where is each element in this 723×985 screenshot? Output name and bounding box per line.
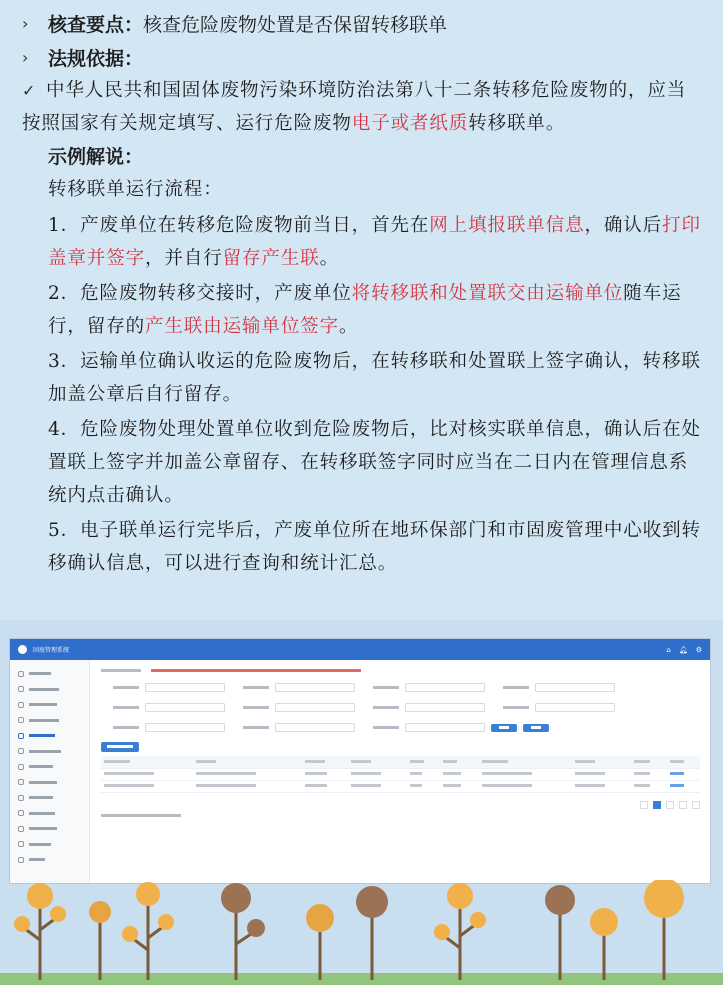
sidebar-item[interactable] [10, 852, 89, 868]
check-point-text: 核查危险废物处置是否保留转移联单 [143, 13, 448, 36]
screenshot-app-title: 固废管理系统 [33, 647, 70, 654]
sidebar-item[interactable] [10, 790, 89, 806]
sidebar-item[interactable] [10, 697, 89, 713]
law-text-1: 中华人民共和国固体废物污染环境防治法第八十二条转移危险废物的，应当按照国家有关规定填写、运行危险废物 [22, 80, 687, 134]
filter-input[interactable] [275, 683, 355, 692]
screenshot-main [91, 660, 710, 883]
law-paragraph [22, 75, 703, 140]
menu-icon [18, 702, 24, 708]
filter-row [101, 699, 700, 716]
menu-icon [18, 748, 24, 754]
sidebar-item[interactable] [10, 806, 89, 822]
breadcrumb [101, 664, 700, 676]
step-5: 5．电子联单运行完毕后，产废单位所在地环保部门和市固废管理中心收到转移确认信息，可以进行查询和统计汇总。 [48, 519, 701, 574]
search-button[interactable] [491, 724, 517, 732]
sidebar-item[interactable] [10, 666, 89, 682]
sidebar-item[interactable] [10, 837, 89, 853]
step-2-highlight: 产生联由运输单位签字 [145, 315, 340, 337]
check-mark-icon: ✓ [22, 81, 37, 100]
page-button[interactable] [679, 801, 687, 809]
step-1-text: 1．产废单位在转移危险废物前当日，首先在 [48, 214, 430, 236]
filter-input[interactable] [145, 703, 225, 712]
step-1-text: ，并自行 [145, 247, 223, 269]
law-basis-row [22, 40, 703, 74]
sidebar-item-active[interactable] [10, 728, 89, 744]
filter-input[interactable] [405, 683, 485, 692]
menu-icon [18, 671, 24, 677]
menu-icon [18, 686, 24, 692]
step-1-highlight: 留存产生联 [222, 247, 320, 269]
menu-icon [18, 841, 24, 847]
filter-input[interactable] [535, 703, 615, 712]
step-3: 3．运输单位确认收运的危险废物后，在转移联和处置联上签字确认，转移联加盖公章后自行留存。 [48, 350, 701, 405]
check-point-row [22, 6, 703, 40]
table-header [101, 756, 700, 768]
filter-input[interactable] [535, 683, 615, 692]
step-2-text: 随车运行，留存的 [48, 282, 682, 337]
filter-input[interactable] [145, 723, 225, 732]
menu-icon [18, 733, 24, 739]
sidebar-item[interactable] [10, 759, 89, 775]
chevron-right-icon: › [22, 13, 29, 33]
reset-button[interactable] [523, 724, 549, 732]
menu-icon [18, 826, 24, 832]
step-2-text: 2．危险废物转移交接时，产废单位 [48, 282, 352, 304]
filter-row [101, 719, 700, 736]
page-button-current[interactable] [653, 801, 661, 809]
data-table [101, 756, 700, 793]
screenshot-top-bar [10, 639, 710, 660]
home-icon[interactable]: ⌂ [666, 645, 671, 654]
sidebar-item[interactable] [10, 744, 89, 760]
screenshot-sidebar [10, 660, 90, 883]
screenshot-toolbar [666, 646, 702, 654]
notice-banner [151, 669, 361, 672]
page-button[interactable] [666, 801, 674, 809]
menu-icon [18, 810, 24, 816]
system-screenshot [9, 638, 711, 884]
gear-icon[interactable]: ⚙ [695, 645, 702, 654]
check-point-label: 核查要点： [48, 13, 144, 36]
law-basis-label: 法规依据： [48, 47, 144, 70]
law-text-highlight: 电子或者纸质 [351, 112, 469, 134]
step-1-text: 。 [319, 247, 340, 269]
row-action-link[interactable] [670, 772, 684, 775]
menu-icon [18, 795, 24, 801]
step-4: 4．危险废物处理处置单位收到危险废物后，比对核实联单信息，确认后在处置联上签字并加盖公章留存、在转移联签字同时应当在二日内在管理信息系统内点击确认。 [48, 418, 701, 506]
sidebar-item[interactable] [10, 682, 89, 698]
step-1-highlight: 打印盖章并签字 [48, 214, 701, 269]
bell-icon[interactable]: 🔔︎ [678, 645, 688, 654]
filter-input[interactable] [405, 703, 485, 712]
filter-row [101, 679, 700, 696]
table-footnote [101, 813, 700, 819]
step-2-text: 。 [339, 315, 359, 337]
table-row[interactable] [101, 768, 700, 780]
law-text-3: 转移联单。 [468, 112, 566, 134]
sidebar-item[interactable] [10, 713, 89, 729]
add-button[interactable] [101, 742, 139, 752]
example-title: 示例解说： [48, 146, 144, 168]
menu-icon [18, 764, 24, 770]
table-row[interactable] [101, 780, 700, 792]
sidebar-item[interactable] [10, 775, 89, 791]
filter-input[interactable] [405, 723, 485, 732]
row-action-link[interactable] [670, 784, 684, 787]
page-button[interactable] [692, 801, 700, 809]
chevron-right-icon: › [22, 47, 29, 67]
step-1 [22, 209, 703, 275]
sidebar-item[interactable] [10, 821, 89, 837]
step-2 [22, 277, 703, 343]
pagination [101, 801, 700, 809]
filter-input[interactable] [275, 703, 355, 712]
page-button[interactable] [640, 801, 648, 809]
filter-input[interactable] [275, 723, 355, 732]
step-2-highlight: 将转移联和处置联交由运输单位 [351, 282, 624, 304]
menu-icon [18, 857, 24, 863]
menu-icon [18, 779, 24, 785]
trees-illustration [0, 880, 723, 980]
menu-icon [18, 717, 24, 723]
step-1-text: ，确认后 [584, 214, 663, 236]
tree-canopy [27, 883, 53, 909]
flow-title: 转移联单运行流程： [48, 179, 223, 200]
filter-input[interactable] [145, 683, 225, 692]
step-1-highlight: 网上填报联单信息 [429, 214, 585, 236]
logo-icon [18, 645, 27, 654]
